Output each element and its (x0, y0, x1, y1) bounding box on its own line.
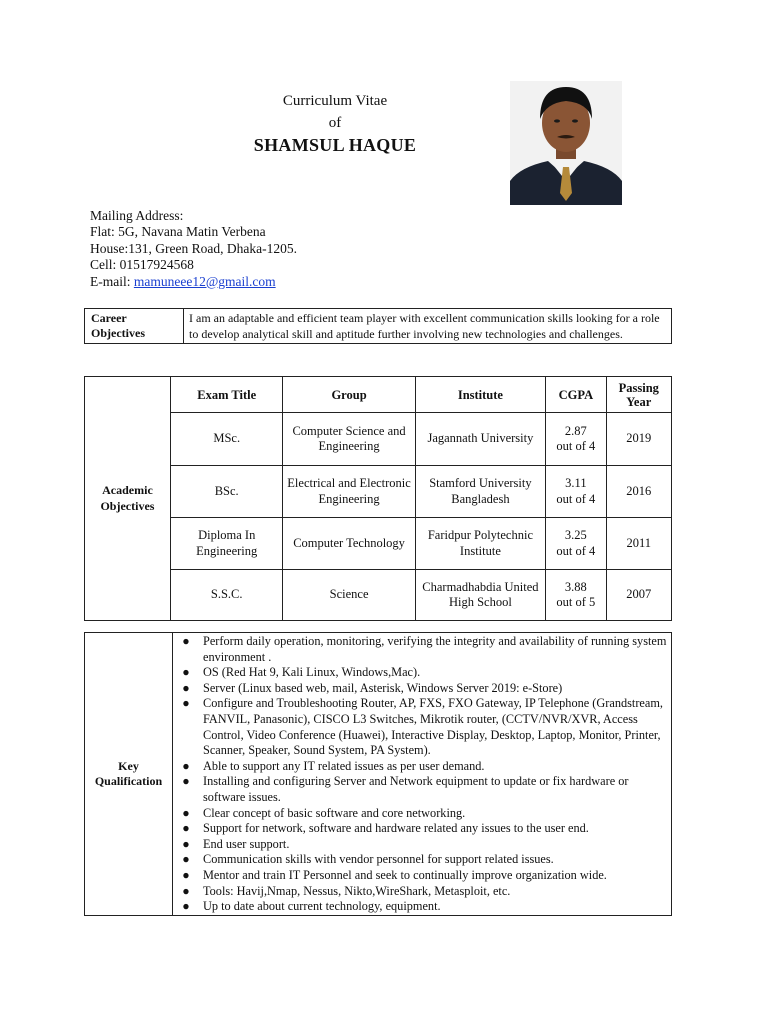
list-item-text: Configure and Troubleshooting Router, AP, FXS, FXO Gateway, IP Telephone (Grandstream, FANVIL, Panasonic), CISCO L3 Switches, Mikrotik router, (CCTV/NVR/XVR, Access Control, Video Conference (Huawei), Interactive Display, Desktop, Laptop, Monitor, Printer, Scanner, Speaker, Sound System, PA System). (203, 696, 663, 758)
academic-table (84, 376, 672, 621)
list-item-text: Perform daily operation, monitoring, verifying the integrity and availability of running system environment . (203, 634, 667, 664)
header-institute: Institute (415, 377, 546, 413)
exam-title-cell: S.S.C. (170, 570, 283, 621)
list-item (182, 634, 667, 665)
list-item-text: OS (Red Hat 9, Kali Linux, Windows,Mac). (203, 665, 421, 680)
profile-photo (510, 81, 622, 205)
list-item-text: Tools: Havij,Nmap, Nessus, Nikto,WireShark, Metasploit, etc. (203, 883, 511, 898)
bullet-icon: ● (182, 758, 190, 773)
key-qualification-list (173, 633, 671, 915)
table-row (85, 570, 672, 621)
cv-title: Curriculum Vitae (282, 93, 388, 109)
cgpa-cell (546, 570, 606, 621)
year-cell: 2019 (606, 413, 671, 466)
bullet-icon: ● (182, 821, 190, 836)
group-cell: Computer Technology (283, 518, 415, 570)
list-item-text: Mentor and train IT Personnel and seek to continually improve organization wide. (203, 867, 607, 882)
list-item (182, 665, 667, 681)
list-item-text: Server (Linux based web, mail, Asterisk, Windows Server 2019: e-Store) (203, 680, 563, 695)
list-item (182, 899, 667, 915)
cgpa-value: 3.88 (564, 579, 587, 594)
address-email-line (90, 274, 297, 290)
table-row (85, 518, 672, 570)
list-item-text: Able to support any IT related issues as per user demand. (203, 758, 485, 773)
list-item-text: Communication skills with vendor personnel for support related issues. (203, 852, 554, 867)
cgpa-cell (546, 466, 606, 518)
list-item (182, 758, 667, 775)
exam-title-cell: BSc. (170, 466, 283, 518)
institute-cell: Charmadhabdia United High School (415, 570, 546, 621)
year-cell: 2007 (606, 570, 671, 621)
bullet-icon: ● (182, 883, 190, 898)
group-cell: Science (283, 570, 415, 621)
career-objectives-table (84, 308, 672, 344)
career-objectives-label: Career Objectives (85, 309, 184, 344)
group-cell: Computer Science and Engineering (283, 413, 415, 466)
cgpa-value: 3.25 (564, 528, 587, 542)
list-item (182, 867, 667, 884)
candidate-name: SHAMSUL HAQUE (253, 135, 417, 155)
cgpa-scale: out of 4 (556, 491, 596, 506)
group-cell: Electrical and Electronic Engineering (283, 466, 415, 518)
list-item (182, 883, 667, 900)
header-cgpa: CGPA (546, 377, 606, 413)
bullet-icon: ● (182, 665, 190, 680)
list-item (182, 696, 667, 758)
list-item-text: Up to date about current technology, equipment. (203, 899, 441, 914)
cv-title-of: of (328, 115, 342, 131)
mailing-address (90, 208, 297, 290)
bullet-icon: ● (182, 696, 190, 711)
email-link[interactable]: mamuneee12@gmail.com (133, 273, 276, 289)
cgpa-value: 3.11 (565, 476, 587, 490)
list-item-text: Support for network, software and hardware related any issues to the user end. (203, 821, 589, 836)
list-item (182, 805, 667, 822)
cgpa-scale: out of 5 (556, 595, 596, 609)
exam-title-cell: Diploma In Engineering (170, 518, 283, 570)
address-house: House:131, Green Road, Dhaka-1205. (90, 240, 297, 256)
career-objectives-text: I am an adaptable and efficient team player with excellent communication skills looking for a role to develop analytical skill and aptitude further involving new technologies and challenges. (184, 309, 672, 344)
bullet-icon: ● (182, 805, 190, 820)
institute-cell: Stamford University Bangladesh (415, 466, 546, 518)
institute-cell: Jagannath University (415, 413, 546, 466)
academic-label: Academic Objectives (85, 377, 171, 621)
list-item (182, 680, 667, 697)
table-row (85, 413, 672, 466)
list-item (182, 852, 667, 868)
cgpa-cell (546, 518, 606, 570)
header-exam-title: Exam Title (170, 377, 283, 413)
year-cell: 2016 (606, 466, 671, 518)
bullet-icon: ● (182, 680, 190, 695)
header-passing-year: Passing Year (606, 377, 671, 413)
list-item-text: Clear concept of basic software and core networking. (203, 805, 466, 820)
list-item (182, 774, 667, 805)
cgpa-value: 2.87 (564, 423, 587, 438)
list-item-text: Installing and configuring Server and Network equipment to update or fix hardware or software issues. (203, 774, 629, 804)
bullet-icon: ● (182, 852, 190, 867)
address-label: Mailing Address: (90, 208, 184, 223)
bullet-icon: ● (182, 836, 190, 851)
key-qualification-label: Key Qualification (85, 633, 173, 916)
cgpa-cell (546, 413, 606, 466)
list-item (182, 836, 667, 853)
key-qualification-table (84, 632, 672, 916)
list-item-text: End user support. (203, 836, 290, 851)
institute-cell: Faridpur Polytechnic Institute (415, 518, 546, 570)
cgpa-scale: out of 4 (556, 543, 596, 558)
list-item (182, 821, 667, 837)
bullet-icon: ● (182, 867, 190, 882)
address-flat: Flat: 5G, Navana Matin Verbena (90, 224, 266, 240)
key-qualification-list-cell (173, 633, 672, 916)
address-cell: Cell: 01517924568 (90, 257, 194, 273)
table-row (85, 466, 672, 518)
bullet-icon: ● (182, 774, 190, 789)
email-label: E-mail: (90, 273, 134, 289)
bullet-icon: ● (182, 899, 190, 914)
cgpa-scale: out of 4 (556, 439, 596, 453)
exam-title-cell: MSc. (170, 413, 283, 466)
header-group: Group (283, 377, 415, 413)
year-cell: 2011 (606, 518, 671, 570)
bullet-icon: ● (182, 634, 190, 648)
